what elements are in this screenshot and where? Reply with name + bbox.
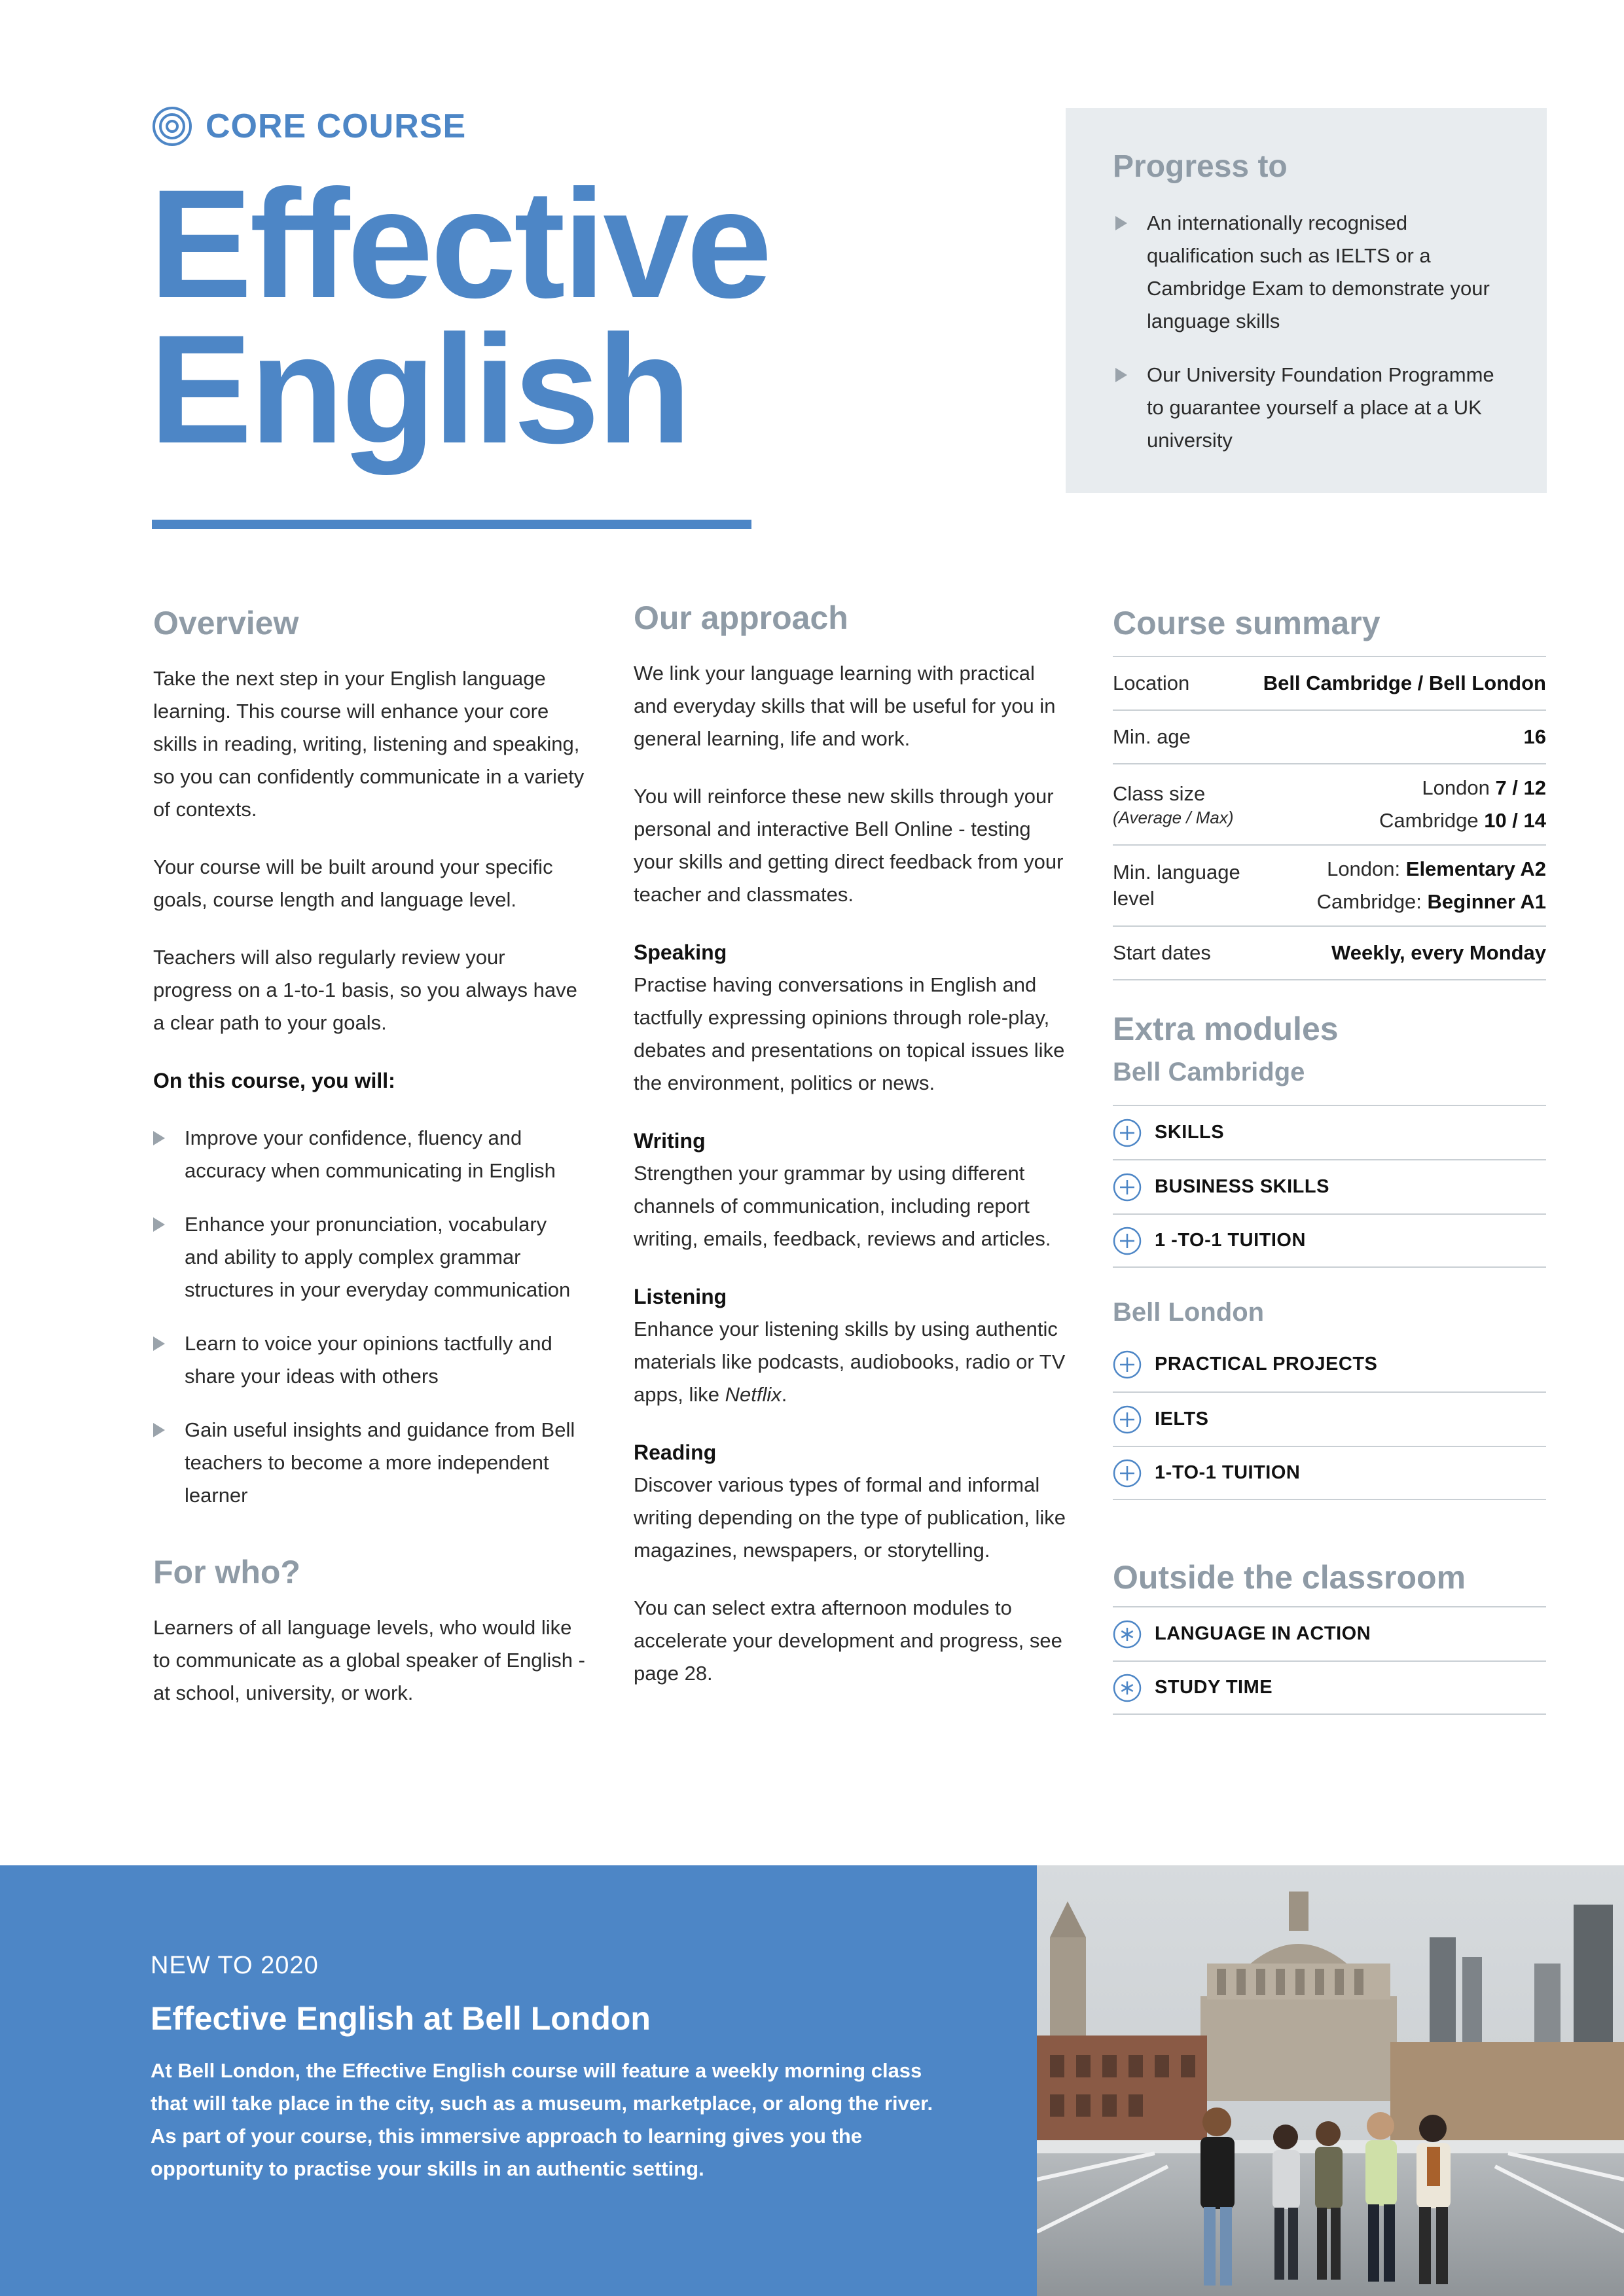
triangle-bullet-icon: [1115, 216, 1127, 230]
outcome-text: Learn to voice your opinions tactfully and share your ideas with others: [185, 1332, 552, 1388]
module-item[interactable]: [1113, 1337, 1546, 1391]
class-size-london: [1379, 772, 1546, 804]
summary-sublabel: (Average / Max): [1113, 808, 1234, 827]
approach-column: [634, 597, 1072, 1715]
module-item[interactable]: [1113, 1159, 1546, 1213]
speaking-heading: Speaking: [634, 941, 727, 964]
london-students-photo: [1037, 1865, 1624, 2296]
module-item[interactable]: [1113, 1391, 1546, 1446]
listening-text: Enhance your listening skills by using authentic materials like podcasts, audiobooks, radio or TV apps, like: [634, 1318, 1066, 1406]
progress-item-text: An internationally recognised qualification such as IELTS or a Cambridge Exam to demonstrate your language skills: [1147, 211, 1490, 332]
overview-paragraph: Take the next step in your English language learning. This course will enhance your core skills in reading, writing, listening and speaking, so you can confidently communicate in a variety of contexts.: [153, 667, 585, 821]
outcome-text: Enhance your pronunciation, vocabulary and ability to apply complex grammar structures in your everyday communication: [185, 1213, 571, 1301]
level-cambridge-value: Beginner A1: [1427, 890, 1546, 913]
activity-item[interactable]: [1113, 1660, 1546, 1715]
progress-list: [1113, 207, 1500, 457]
summary-value: [1524, 721, 1546, 753]
progress-item-text: Our University Foundation Programme to guarantee yourself a place at a UK university: [1147, 363, 1494, 452]
list-item: [153, 1122, 585, 1187]
activity-label: LANGUAGE IN ACTION: [1155, 1623, 1371, 1644]
approach-outro: You can select extra afternoon modules to accelerate your development and progress, see page 28.: [634, 1596, 1062, 1685]
outside-classroom-list: [1113, 1606, 1546, 1715]
asterisk-circle-icon: [1113, 1674, 1142, 1702]
progress-to-panel: [1066, 108, 1547, 493]
course-tag: [152, 105, 466, 148]
extra-modules-heading: Extra modules: [1113, 1011, 1339, 1047]
summary-row-age: [1113, 709, 1546, 763]
overview-heading: Overview: [153, 605, 299, 641]
module-item[interactable]: [1113, 1446, 1546, 1500]
listening-heading: Listening: [634, 1285, 727, 1308]
speaking-text: Practise having conversations in English and tactfully expressing opinions through role-play, debates and presentations on topical issues like the environment, politics or news.: [634, 973, 1065, 1094]
london-feature-band: [0, 1865, 1037, 2296]
course-outcomes-heading: On this course, you will:: [153, 1069, 395, 1092]
progress-title: Progress to: [1113, 149, 1288, 184]
reading-heading: Reading: [634, 1441, 717, 1464]
module-label: 1 -TO-1 TUITION: [1155, 1230, 1306, 1251]
course-tag-label: CORE COURSE: [206, 107, 467, 145]
module-label: SKILLS: [1155, 1122, 1225, 1143]
writing-text: Strengthen your grammar by using different channels of communication, including report writing, emails, feedback, reviews and articles.: [634, 1162, 1051, 1250]
activity-item[interactable]: [1113, 1606, 1546, 1660]
page-title: [149, 158, 804, 476]
plus-circle-icon: [1113, 1350, 1142, 1379]
start-dates-value: Weekly, every Monday: [1331, 941, 1546, 964]
band-title: Effective English at Bell London: [151, 2000, 651, 2037]
module-label: IELTS: [1155, 1408, 1209, 1429]
summary-value: [1263, 667, 1546, 700]
activity-label: STUDY TIME: [1155, 1677, 1273, 1698]
level-cambridge-label: Cambridge:: [1316, 890, 1422, 913]
class-size-cambridge: [1379, 804, 1546, 837]
plus-circle-icon: [1113, 1459, 1142, 1488]
outcome-text: Gain useful insights and guidance from Bell teachers to become a more independent learner: [185, 1418, 575, 1507]
approach-heading: Our approach: [634, 600, 848, 636]
module-label: PRACTICAL PROJECTS: [1155, 1354, 1378, 1374]
class-size-london-label: London: [1422, 776, 1490, 799]
summary-column: [1113, 602, 1546, 1715]
age-value: 16: [1523, 725, 1546, 748]
cambridge-modules-list: [1113, 1105, 1546, 1268]
summary-label: Min. age: [1113, 725, 1191, 748]
location-value: Bell Cambridge / Bell London: [1263, 672, 1546, 694]
triangle-bullet-icon: [153, 1423, 165, 1437]
module-item[interactable]: [1113, 1105, 1546, 1159]
plus-circle-icon: [1113, 1119, 1142, 1147]
level-london-value: Elementary A2: [1405, 857, 1546, 880]
summary-value: [1317, 853, 1546, 918]
outside-classroom-heading: Outside the classroom: [1113, 1559, 1466, 1596]
list-item: [153, 1327, 585, 1393]
band-text: At Bell London, the Effective English course will feature a weekly morning class that will take place in the city, such as a museum, marketplace, or along the river. As part of your course, this immersive approach to learning gives you the opportunity to practise your skills in an authentic setting.: [151, 2059, 933, 2180]
listening-end: .: [781, 1383, 787, 1406]
summary-label: Start dates: [1113, 941, 1211, 964]
level-cambridge: [1317, 886, 1546, 918]
level-london: [1317, 853, 1546, 886]
page-title-line-1: Effective: [149, 158, 770, 331]
summary-row-location: [1113, 656, 1546, 709]
triangle-bullet-icon: [153, 1336, 165, 1351]
target-icon: [152, 106, 192, 147]
summary-value: [1331, 937, 1546, 969]
list-item: [153, 1414, 585, 1512]
list-item: [1113, 359, 1500, 457]
for-who-text: Learners of all language levels, who would like to communicate as a global speaker of English - at school, university, or work.: [153, 1616, 585, 1704]
reading-text: Discover various types of formal and informal writing depending on the type of publication, like magazines, newspapers, or storytelling.: [634, 1473, 1066, 1562]
course-summary-table: [1113, 656, 1546, 980]
overview-paragraph: Your course will be built around your specific goals, course length and language level.: [153, 855, 553, 911]
band-kicker: NEW TO 2020: [151, 1952, 319, 1979]
module-item[interactable]: [1113, 1213, 1546, 1268]
level-london-label: London:: [1327, 857, 1401, 880]
plus-circle-icon: [1113, 1173, 1142, 1202]
list-item: [153, 1208, 585, 1306]
netflix-text: Netflix: [725, 1383, 782, 1406]
bell-london-heading: Bell London: [1113, 1298, 1265, 1327]
triangle-bullet-icon: [153, 1217, 165, 1232]
course-outcomes-list: [153, 1122, 585, 1512]
course-summary-heading: Course summary: [1113, 605, 1380, 641]
summary-label: Location: [1113, 672, 1190, 694]
summary-value: [1379, 772, 1546, 837]
triangle-bullet-icon: [1115, 368, 1127, 382]
plus-circle-icon: [1113, 1227, 1142, 1255]
plus-circle-icon: [1113, 1405, 1142, 1434]
class-size-cambridge-label: Cambridge: [1379, 809, 1479, 832]
module-label: BUSINESS SKILLS: [1155, 1176, 1329, 1197]
class-size-cambridge-value: 10 / 14: [1484, 809, 1546, 832]
writing-heading: Writing: [634, 1129, 706, 1153]
summary-label-group: [1113, 781, 1233, 828]
approach-intro: You will reinforce these new skills through your personal and interactive Bell Online - testing your skills and getting direct feedback from your teacher and classmates.: [634, 785, 1064, 906]
overview-paragraph: Teachers will also regularly review your progress on a 1-to-1 basis, so you always have a clear path to your goals.: [153, 946, 577, 1034]
list-item: [1113, 207, 1500, 338]
for-who-heading: For who?: [153, 1554, 300, 1590]
summary-row-start-dates: [1113, 925, 1546, 980]
approach-intro: We link your language learning with practical and everyday skills that will be useful for you in general learning, life and work.: [634, 662, 1056, 750]
london-modules-list: [1113, 1337, 1546, 1500]
page-title-line-2: English: [149, 303, 689, 476]
triangle-bullet-icon: [153, 1131, 165, 1145]
summary-label: Min. language level: [1113, 861, 1240, 910]
summary-row-level: [1113, 844, 1546, 925]
class-size-london-value: 7 / 12: [1495, 776, 1546, 799]
asterisk-circle-icon: [1113, 1620, 1142, 1649]
overview-column: [153, 602, 585, 1734]
listening-paragraph: [634, 1313, 1072, 1411]
summary-row-class-size: [1113, 763, 1546, 844]
module-label: 1-TO-1 TUITION: [1155, 1462, 1301, 1483]
bell-cambridge-heading: Bell Cambridge: [1113, 1058, 1305, 1086]
outcome-text: Improve your confidence, fluency and accuracy when communicating in English: [185, 1126, 556, 1182]
summary-label: Class size: [1113, 782, 1206, 805]
photo-illustration: [1037, 1865, 1624, 2296]
title-underline: [152, 520, 751, 529]
